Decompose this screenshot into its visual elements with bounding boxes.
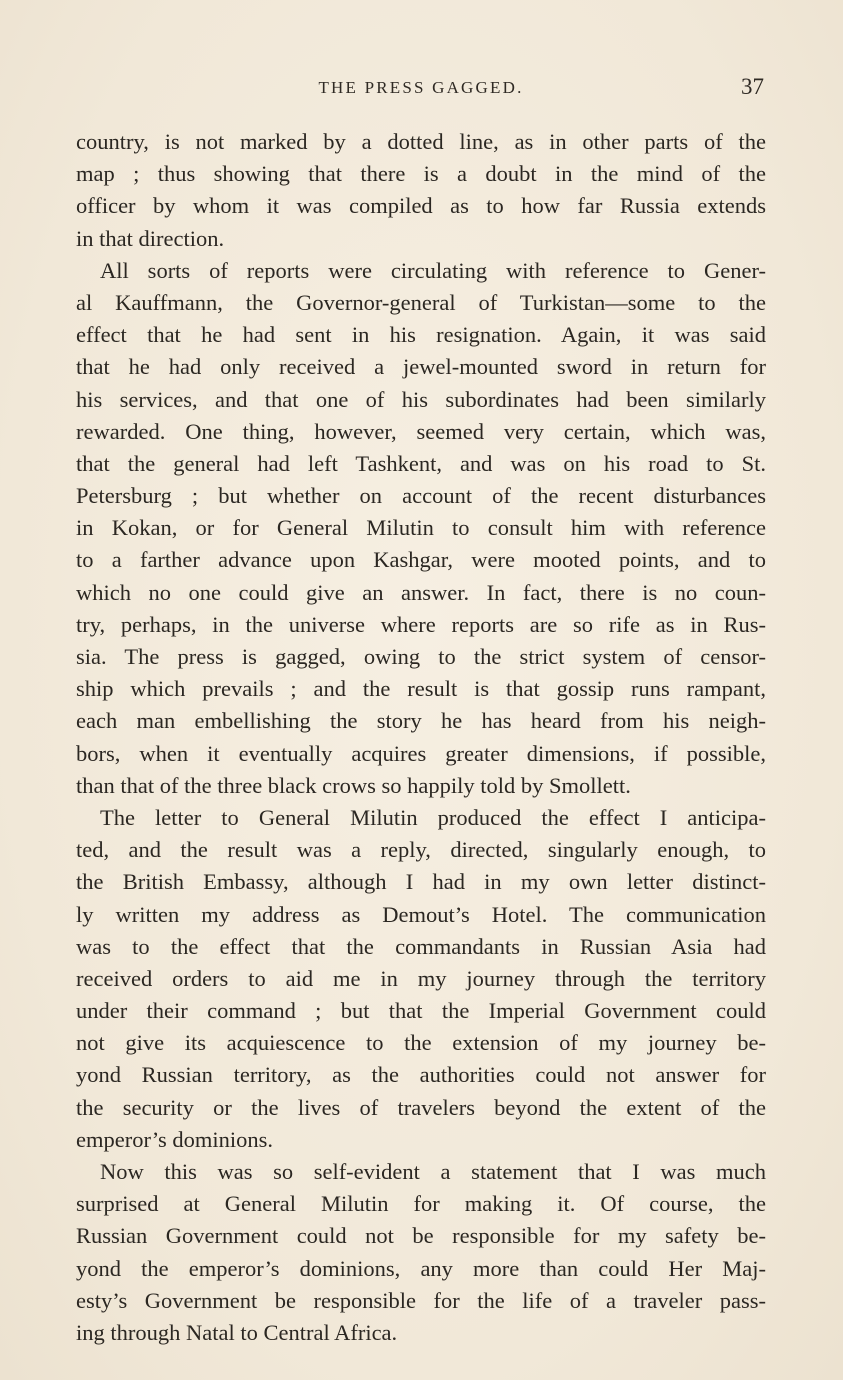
running-head: THE PRESS GAGGED. (318, 78, 524, 97)
page-number: 37 (741, 74, 764, 99)
text-line: The letter to General Milutin produced the effect I anticipa- (100, 804, 766, 830)
page-header (76, 74, 766, 108)
text-line: ing through Natal to Central Africa. (76, 1319, 398, 1345)
body-text (76, 126, 766, 1349)
text-line: in that direction. (76, 225, 225, 251)
text-line: the security or the lives of travelers beyond the extent of the (76, 1094, 766, 1120)
text-line: emperor’s dominions. (76, 1126, 274, 1152)
text-line: was to the effect that the commandants in Russian Asia had (76, 933, 766, 959)
text-line: All sorts of reports were circulating with reference to Gener- (100, 257, 766, 283)
text-line: rewarded. One thing, however, seemed very certain, which was, (76, 418, 766, 444)
text-line: Petersburg ; but whether on account of the recent disturbances (76, 483, 766, 509)
text-line: yond Russian territory, as the authorities could not answer for (76, 1062, 766, 1088)
text-line: Now this was so self-evident a statement that I was much (100, 1159, 766, 1184)
text-line: bors, when it eventually acquires greater dimensions, if possible, (76, 740, 766, 766)
text-line: sia. The press is gagged, owing to the strict system of censor- (76, 644, 766, 669)
text-line: each man embellishing the story he has heard from his neigh- (76, 708, 766, 734)
text-line: his services, and that one of his subordinates had been similarly (76, 386, 766, 412)
text-line: in Kokan, or for General Milutin to consult him with reference (76, 515, 766, 541)
text-line: not give its acquiescence to the extension of my journey be- (76, 1030, 766, 1056)
text-line: try, perhaps, in the universe where reports are so rife as in Rus- (76, 611, 766, 637)
text-line: to a farther advance upon Kashgar, were mooted points, and to (76, 547, 766, 573)
text-line: which no one could give an answer. In fact, there is no coun- (76, 579, 766, 605)
text-line: that he had only received a jewel-mounted sword in return for (76, 354, 766, 380)
text-line: under their command ; but that the Imperial Government could (76, 998, 766, 1024)
text-line: that the general had left Tashkent, and was on his road to St. (76, 450, 766, 476)
text-line: ted, and the result was a reply, directed, singularly enough, to (76, 837, 766, 863)
text-line: yond the emperor’s dominions, any more than could Her Maj- (76, 1255, 766, 1281)
text-line: received orders to aid me in my journey through the territory (76, 965, 766, 991)
text-line: officer by whom it was compiled as to how far Russia extends (76, 193, 766, 219)
text-line: map ; thus showing that there is a doubt in the mind of the (76, 161, 766, 187)
text-line: surprised at General Milutin for making it. Of course, the (76, 1191, 766, 1217)
text-line: than that of the three black crows so happily told by Smollett. (76, 772, 631, 798)
text-line: the British Embassy, although I had in my own letter distinct- (76, 869, 766, 895)
text-line: Russian Government could not be responsible for my safety be- (76, 1223, 766, 1249)
text-line: al Kauffmann, the Governor-general of Turkistan—some to the (76, 289, 766, 315)
text-line: ship which prevails ; and the result is that gossip runs rampant, (76, 676, 766, 702)
text-line: country, is not marked by a dotted line, as in other parts of the (76, 129, 766, 154)
text-line: esty’s Government be responsible for the life of a traveler pass- (76, 1287, 766, 1313)
text-line: effect that he had sent in his resignation. Again, it was said (76, 322, 766, 348)
text-line: ly written my address as Demout’s Hotel. The communication (76, 901, 766, 927)
